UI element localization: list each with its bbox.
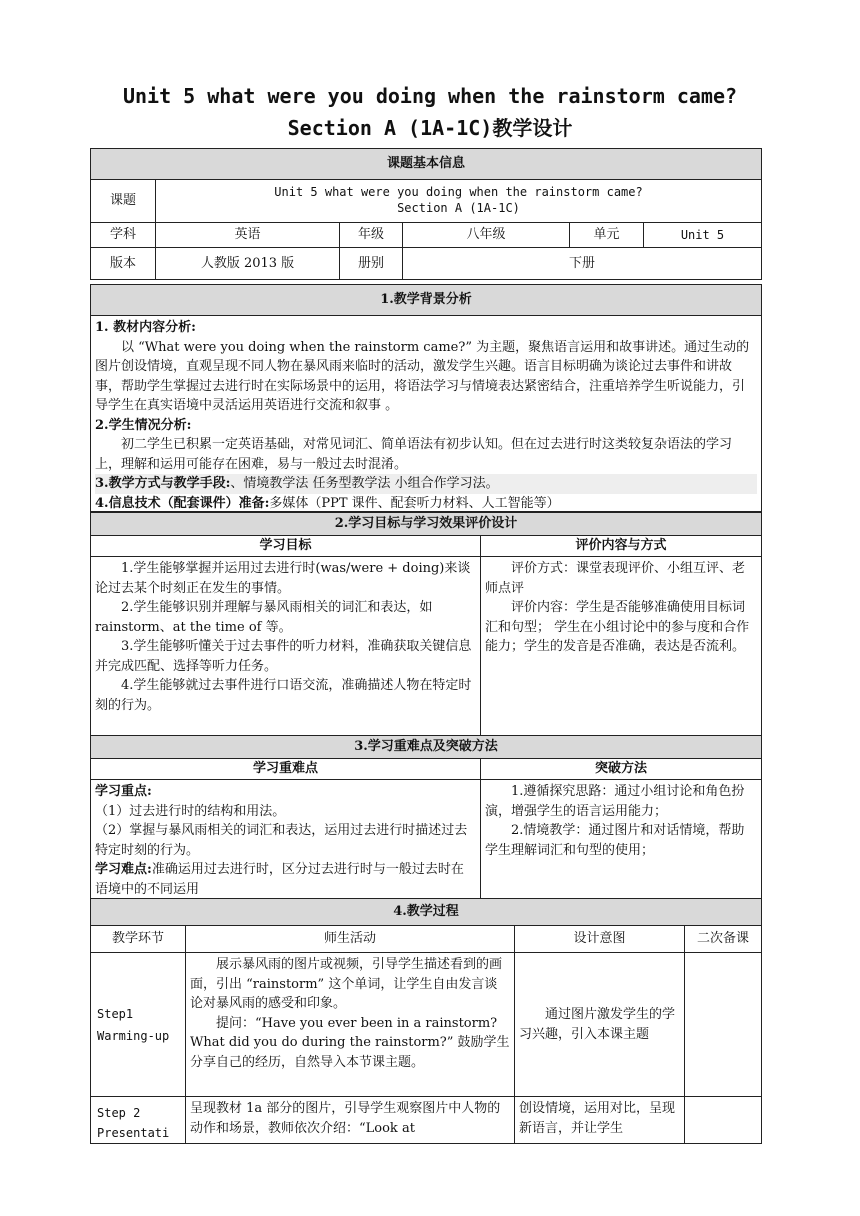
unit-label: 单元 — [569, 222, 644, 248]
goal-item-4: 4.学生能够就过去事件进行口语交流，准确描述人物在特定时刻的行为。 — [95, 678, 472, 713]
step1-intent-cell — [514, 952, 685, 1097]
volume-value: 下册 — [402, 247, 762, 280]
section1-header: 1.教学背景分析 — [90, 284, 762, 316]
teaching-methods-text: 、情境教学法 任务型教学法 小组合作学习法。 — [230, 476, 499, 491]
step2-notes-cell — [684, 1096, 762, 1144]
step1-activity-p2: 提问：“Have you ever been in a rainstorm? What did you do during the rainstorm?” 鼓励学生分享自己的经历，自然导入本节课主题。 — [190, 1015, 510, 1070]
difficult-points-title: 学习难点: — [95, 862, 152, 877]
step1-activity-cell — [185, 952, 515, 1097]
section4-header: 4.教学过程 — [90, 898, 762, 926]
col-intent-header: 设计意图 — [514, 925, 685, 953]
it-preparation-title: 4.信息技术（配套课件）准备: — [95, 495, 270, 511]
step2-label-line2: Presentati — [97, 1126, 170, 1140]
subject-label: 学科 — [90, 222, 156, 248]
evaluation-content: 评价内容：学生是否能够准确使用目标词汇和句型； 学生在小组讨论中的参与度和合作能力；学生的发音是否准确，表达是否流利。 — [485, 600, 750, 654]
goal-item-3: 3.学生能够听懂关于过去事件的听力材料，准确获取关键信息并完成匹配、选择等听力任务。 — [95, 639, 472, 674]
goal-item-2: 2.学生能够识别并理解与暴风雨相关的词汇和表达，如 rainstorm、at the time of 等。 — [95, 600, 433, 635]
step1-activity-p1: 展示暴风雨的图片或视频，引导学生描述看到的画面，引出 “rainstorm” 这个单词，让学生自由发言谈论对暴风雨的感受和印象。 — [190, 957, 503, 1011]
key-point-1: （1）过去进行时的结构和用法。 — [95, 803, 286, 819]
evaluation-cell — [480, 556, 762, 736]
grade-value: 八年级 — [402, 222, 570, 248]
topic-value-line2: Section A (1A-1C) — [397, 201, 520, 215]
subject-value: 英语 — [155, 222, 340, 248]
step2-activity-cell — [185, 1096, 515, 1144]
unit-value: Unit 5 — [643, 222, 762, 248]
key-points-title: 学习重点: — [95, 784, 152, 799]
material-analysis-text: 以 “What were you doing when the rainstorm came?” 为主题，聚焦语言运用和故事讲述。通过生动的图片创设情境，直观呈现不同人物在暴风雨来临时的活动，激发学生兴趣。语言目标明确为谈论过去事件和讲故事，帮助学生掌握过去进行时在实际场景中的运用，将语法学习与情境表达紧密结合，注重培养学生听说能力，引导学生在真实语境中灵活运用英语进行交流和叙事 。 — [95, 339, 750, 413]
step2-cell — [90, 1096, 186, 1144]
teaching-methods — [95, 474, 757, 494]
basic-info-header: 课题基本信息 — [90, 148, 762, 180]
student-analysis-text: 初二学生已积累一定英语基础，对常见词汇、简单语法有初步认知。但在过去进行时这类较复杂语法的学习上，理解和运用可能存在困难，易与一般过去时混淆。 — [95, 437, 733, 472]
methods-header: 突破方法 — [480, 758, 762, 780]
goals-header: 学习目标 — [90, 535, 481, 557]
method-item-1: 1.遵循探究思路：通过小组讨论和角色扮演，增强学生的语言运用能力； — [485, 784, 745, 819]
volume-label: 册别 — [339, 247, 403, 280]
step1-label-line2: Warming-up — [97, 1028, 170, 1043]
step1-label-line1: Step1 — [97, 1006, 134, 1021]
difficult-points — [95, 860, 476, 899]
edition-value: 人教版 2013 版 — [155, 247, 340, 280]
edition-label: 版本 — [90, 247, 156, 280]
evaluation-method: 评价方式：课堂表现评价、小组互评、老师点评 — [485, 561, 746, 596]
document-title-line2: Section A (1A-1C)教学设计 — [287, 116, 573, 140]
grade-label: 年级 — [339, 222, 403, 248]
key-point-2: （2）掌握与暴风雨相关的词汇和表达，运用过去进行时描述过去特定时刻的行为。 — [95, 823, 468, 858]
it-preparation — [95, 494, 757, 513]
evaluation-header: 评价内容与方式 — [480, 535, 762, 557]
topic-value — [155, 179, 762, 223]
section1-body — [90, 315, 762, 512]
section2-header: 2.学习目标与学习效果评价设计 — [90, 512, 762, 536]
step2-label-line1: Step 2 — [97, 1106, 141, 1120]
it-preparation-text: 多媒体（PPT 课件、配套听力材料、人工智能等） — [269, 495, 560, 511]
col-step-header: 教学环节 — [90, 925, 186, 953]
section3-header: 3.学习重难点及突破方法 — [90, 735, 762, 759]
material-analysis-title: 1. 教材内容分析: — [95, 320, 196, 335]
methods-cell — [480, 779, 762, 899]
document-title-line1: Unit 5 what were you doing when the rainstorm came? — [122, 84, 738, 108]
topic-label: 课题 — [90, 179, 156, 223]
step2-intent: 创设情境，运用对比，呈现新语言，并让学生 — [519, 1101, 676, 1136]
step1-label — [97, 1003, 169, 1047]
step1-intent: 通过图片激发学生的学习兴趣，引入本课主题 — [519, 1007, 676, 1042]
teaching-methods-title: 3.教学方式与教学手段: — [95, 476, 231, 491]
key-difficult-cell — [90, 779, 481, 899]
col-notes-header: 二次备课 — [684, 925, 762, 953]
topic-value-line1: Unit 5 what were you doing when the rainstorm came? — [274, 185, 643, 199]
key-difficult-header: 学习重难点 — [90, 758, 481, 780]
step2-intent-cell — [514, 1096, 685, 1144]
goal-item-1: 1.学生能够掌握并运用过去进行时(was/were + doing)来谈论过去某个时刻正在发生的事情。 — [95, 561, 471, 596]
difficult-points-text: 准确运用过去进行时，区分过去进行时与一般过去时在语境中的不同运用 — [95, 862, 464, 897]
col-activity-header: 师生活动 — [185, 925, 515, 953]
step2-activity-p1: 呈现教材 1a 部分的图片，引导学生观察图片中人物的动作和场景，教师依次介绍：“Look at — [190, 1101, 501, 1136]
student-analysis-title: 2.学生情况分析: — [95, 417, 192, 433]
method-item-2: 2.情境教学：通过图片和对话情境，帮助学生理解词汇和句型的使用； — [485, 823, 745, 858]
step1-cell — [90, 952, 186, 1097]
goals-cell — [90, 556, 481, 736]
step1-notes-cell — [684, 952, 762, 1097]
